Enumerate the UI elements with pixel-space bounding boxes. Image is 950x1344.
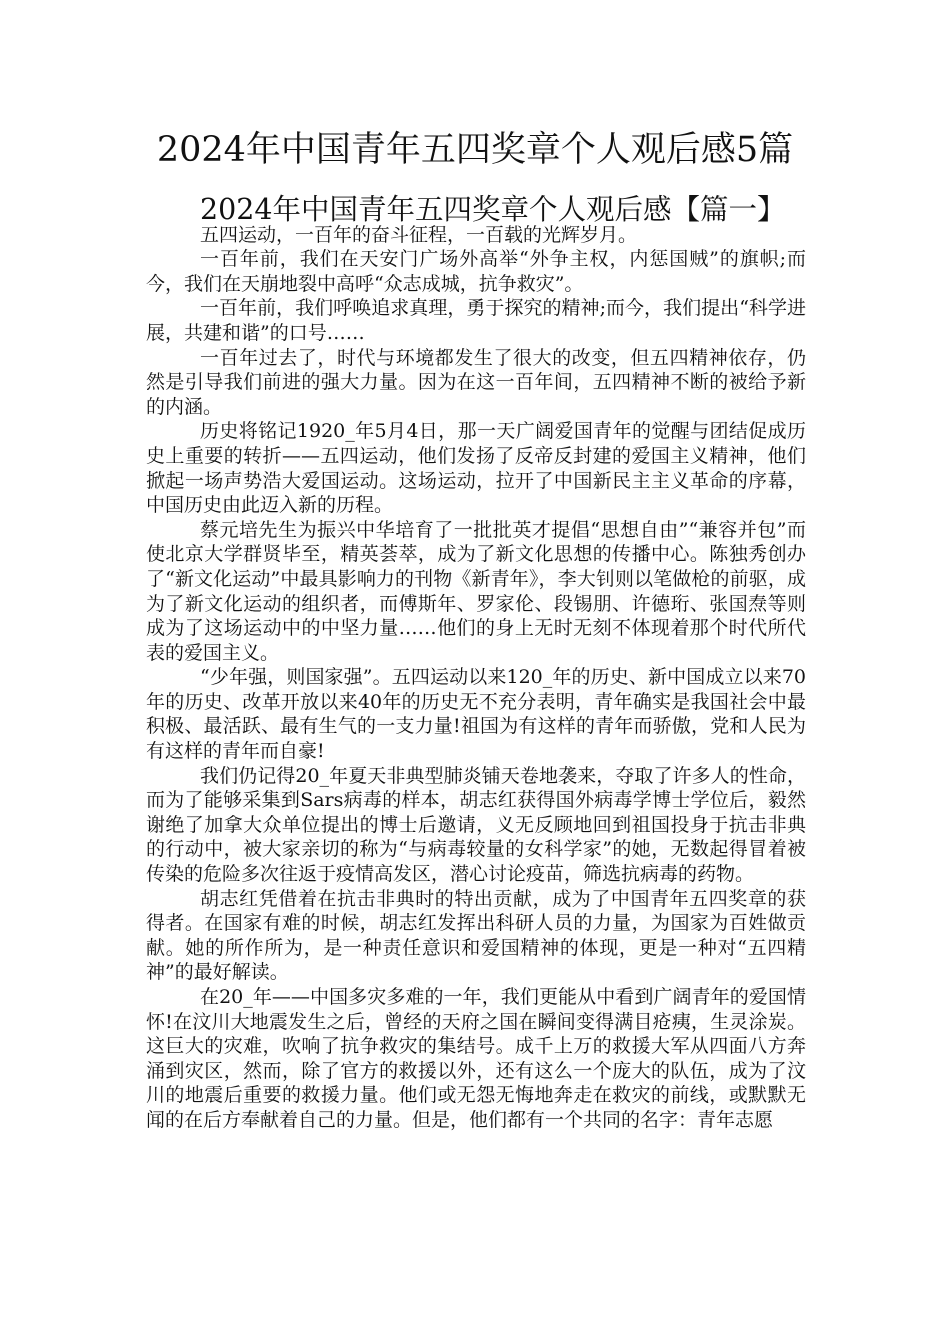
paragraph-3: 一百年前，我们呼唤追求真理，勇于探究的精神;而今，我们提出“科学进展，共建和谐”的口号…… [146,297,806,344]
paragraph-8: 我们仍记得20_年夏天非典型肺炎铺天卷地袭来，夺取了许多人的性命，而为了能够采集到Sars病毒的样本，胡志红获得国外病毒学博士学位后，毅然谢绝了加拿大众单位提出的博士后邀请，义无反顾地回到祖国投身于抗击非典的行动中，被大家亲切的称为“与病毒较量的女科学家”的她，无数起得冒着被传染的危险多次往返于疫情高发区，潜心讨论疫苗，筛选抗病毒的药物。 [146,764,806,886]
paragraph-2: 一百年前，我们在天安门广场外高举“外争主权，内惩国贼”的旗帜;而今，我们在天崩地裂中高呼“众志成城，抗争救灾”。 [146,248,806,295]
document-title: 2024年中国青年五四奖章个人观后感5篇 [156,130,794,170]
paragraph-7: “少年强，则国家强”。五四运动以来120_年的历史、新中国成立以来70年的历史、改革开放以来40年的历史无不充分表明，青年确实是我国社会中最积极、最活跃、最有生气的一支力量!祖国为有这样的青年而骄傲，党和人民为有这样的青年而自豪! [146,666,806,763]
paragraph-4: 一百年过去了，时代与环境都发生了很大的改变，但五四精神依存，仍然是引导我们前进的强大力量。因为在这一百年间，五四精神不断的被给予新的内涵。 [146,346,806,418]
paragraph-5: 历史将铭记1920_年5月4日，那一天广阔爱国青年的觉醒与团结促成历史上重要的转折——五四运动，他们发扬了反帝反封建的爱国主义精神，他们掀起一场声势浩大爱国运动。这场运动，拉开了中国新民主主义革命的序幕，中国历史由此迈入新的历程。 [146,420,806,517]
document-body [146,193,806,1133]
paragraph-1: 五四运动，一百年的奋斗征程，一百载的光辉岁月。 [200,223,638,246]
paragraph-9: 胡志红凭借着在抗击非典时的特出贡献，成为了中国青年五四奖章的获得者。在国家有难的时候，胡志红发挥出科研人员的力量，为国家为百姓做贡献。她的所作所为，是一种责任意识和爱国精神的体现，更是一种对“五四精神”的最好解读。 [146,887,806,984]
section-heading: 2024年中国青年五四奖章个人观后感【篇一】 [200,193,786,226]
paragraph-10: 在20_年——中国多灾多难的一年，我们更能从中看到广阔青年的爱国情怀!在汶川大地震发生之后，曾经的天府之国在瞬间变得满目疮痍，生灵涂炭。这巨大的灾难，吹响了抗争救灾的集结号。成千上万的救援大军从四面八方奔涌到灾区，然而，除了官方的救援以外，还有这么一个庞大的队伍，成为了汶川的地震后重要的救援力量。他们或无怨无悔地奔走在救灾的前线，或默默无闻的在后方奉献着自己的力量。但是，他们都有一个共同的名字：青年志愿 [146,986,806,1131]
paragraph-6: 蔡元培先生为振兴中华培育了一批批英才提倡“思想自由”“兼容并包”而使北京大学群贤毕至，精英荟萃，成为了新文化思想的传播中心。陈独秀创办了“新文化运动”中最具影响力的刊物《新青年》，李大钊则以笔做枪的前驱，成为了新文化运动的组织者，而傅斯年、罗家伦、段锡朋、许德珩、张国焘等则成为了这场运动中的中坚力量……他们的身上无时无刻不体现着那个时代所代表的爱国主义。 [146,518,806,664]
